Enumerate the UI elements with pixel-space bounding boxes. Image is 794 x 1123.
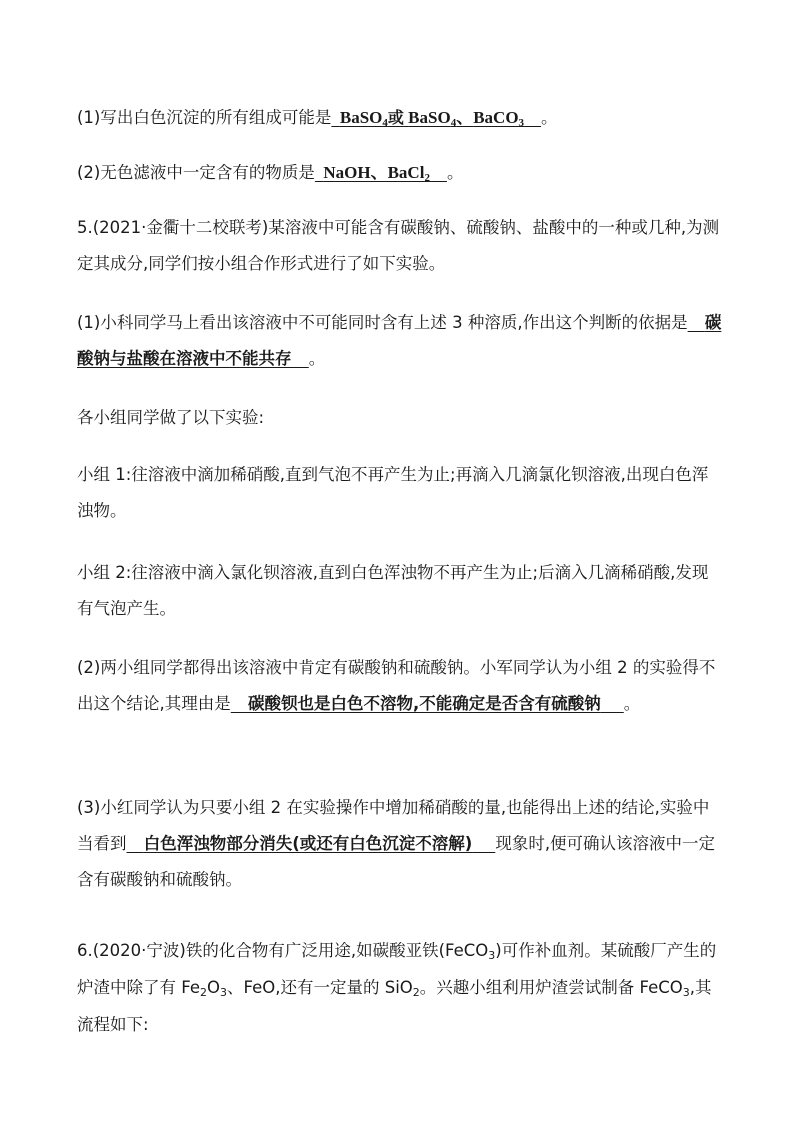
q5-sub2-answer: 碳酸钡也是白色不溶物,不能确定是否含有硫酸钠 xyxy=(247,694,601,713)
q6-stem: 6.(2020·宁波)铁的化合物有广泛用途,如碳酸亚铁(FeCO$_3$)可作补血剂。某硫酸厂产生的炉渣中除了有 $Fe_2O_3$、FeO,还有一定量的 SiO$_2$。兴趣小组利用炉渣尝试制备 FeCO$_3$,其流程如下: xyxy=(77,941,717,1034)
q4-sub1-answer: BaSO$_4$或 BaSO$_4$、BaCO$_3$ xyxy=(339,108,525,129)
q4-sub1: (1)写出白色沉淀的所有组成可能是 BaSO$_4$或 BaSO$_4$、BaCO$_3$ 。 xyxy=(77,108,558,129)
q4-sub1-prefix: (1)写出白色沉淀的所有组成可能是 xyxy=(77,108,332,127)
q4-sub2-prefix: (2)无色滤液中一定含有的物质是 xyxy=(77,163,315,182)
q5-sub1: (1)小科同学马上看出该溶液中不可能同时含有上述 3 种溶质,作出这个判断的依据是 碳酸钠与盐酸在溶液中不能共存 。 xyxy=(77,313,722,368)
q5-group1: 小组 1:往溶液中滴加稀硝酸,直到气泡不再产生为止;再滴入几滴氯化钡溶液,出现白色浑浊物。 xyxy=(77,465,709,520)
q5-sub3-answer: 白色浑浊物部分消失(或还有白色沉淀不溶解) xyxy=(143,834,473,853)
q5-sub2: (2)两小组同学都得出该溶液中肯定有碳酸钠和硫酸钠。小军同学认为小组 2 的实验得不出这个结论,其理由是 碳酸钡也是白色不溶物,不能确定是否含有硫酸钠 。 xyxy=(77,658,716,713)
q5-group2: 小组 2:往溶液中滴入氯化钡溶液,直到白色浑浊物不再产生为止;后滴入几滴稀硝酸,发现有气泡产生。 xyxy=(77,563,709,618)
q5-sub3: (3)小红同学认为只要小组 2 在实验操作中增加稀硝酸的量,也能得出上述的结论,实验中当看到 白色浑浊物部分消失(或还有白色沉淀不溶解) 现象时,便可确认该溶液中一定含有碳酸钠和硫酸钠。 xyxy=(77,798,716,889)
q5-intro: 各小组同学做了以下实验: xyxy=(77,408,265,427)
q4-sub2-answer: NaOH、BaCl$_2$ xyxy=(323,163,430,184)
q4-sub2: (2)无色滤液中一定含有的物质是 NaOH、BaCl$_2$ 。 xyxy=(77,163,464,184)
q5-stem: 5.(2021·金衢十二校联考)某溶液中可能含有碳酸钠、硫酸钠、盐酸中的一种或几种,为测定其成分,同学们按小组合作形式进行了如下实验。 xyxy=(77,218,720,273)
q5-sub1-answer: 碳酸钠与盐酸在溶液中不能共存 xyxy=(77,313,722,368)
